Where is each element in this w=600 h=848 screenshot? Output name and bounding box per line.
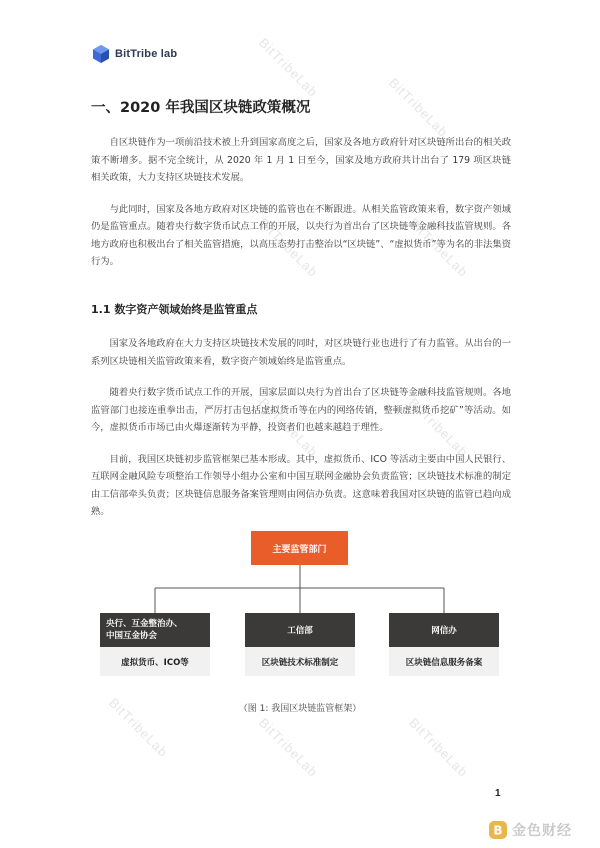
cube-logo-icon	[91, 44, 111, 64]
diagram-dept-node: 网信办	[389, 613, 499, 647]
paragraph: 目前，我国区块链初步监管框架已基本形成。其中，虚拟货币、ICO 等活动主要由中国人民银行、互联网金融风险专项整治工作领导小组办公室和中国互联网金融协会负责监管；区块链技术标准的制定由工信部牵头负责；区块链信息服务备案管理则由网信办负责。这意味着我国对区块链的监管已趋向成熟。	[91, 453, 511, 517]
section-title: 一、2020 年我国区块链政策概况	[91, 100, 311, 116]
watermark: BitTribeLab	[105, 694, 172, 761]
paragraph: 随着央行数字货币试点工作的开展，国家层面以央行为首出台了区块链等金融科技监管规则。各地监管部门也接连重拳出击，严厉打击包括虚拟货币等在内的网络传销，整顿虚拟货币挖矿”等活动。如今，虚拟货币市场已由火爆逐渐转为平静，投资者们也越来越趋于理性。	[91, 387, 511, 433]
watermark: BitTribeLab	[405, 214, 472, 281]
diagram-scope-node: 虚拟货币、ICO等	[100, 647, 210, 676]
diagram-root-node: 主要监管部门	[251, 531, 348, 565]
diagram-scope-node: 区块链技术标准制定	[245, 647, 355, 676]
footer-brand: 金色财经	[512, 823, 572, 839]
subsection-title: 1.1 数字资产领域始终是监管重点	[91, 303, 258, 316]
paragraph: 自区块链作为一项前沿技术被上升到国家高度之后，国家及各地方政府针对区块链所出台的相关政策不断增多。据不完全统计，从 2020 年 1 月 1 日至今，国家及地方政府共计出台了 179 项区块链相关政策，大力支持区块链技术发展。	[91, 137, 511, 183]
watermark: BitTribeLab	[255, 214, 322, 281]
page-number: 1	[495, 788, 501, 799]
subsection-body	[91, 335, 511, 521]
diagram-dept-node: 央行、互金整治办、 中国互金协会	[100, 613, 210, 647]
paragraph: 国家及各地政府在大力支持区块链技术发展的同时，对区块链行业也进行了有力监管。从出台的一系列区块链相关监管政策来看，数字资产领域始终是监管重点。	[91, 338, 511, 367]
watermark: BitTribeLab	[255, 714, 322, 781]
watermark: BitTribeLab	[385, 74, 452, 141]
watermark: BitTribeLab	[255, 34, 322, 101]
watermark: BitTribeLab	[255, 394, 322, 461]
brand-logo	[91, 44, 177, 64]
diagram-dept-node: 工信部	[245, 613, 355, 647]
coin-logo-icon	[488, 820, 508, 840]
footer-logo	[488, 820, 572, 840]
figure-caption: （图 1: 我国区块链监管框架）	[238, 704, 362, 714]
section-body	[91, 134, 511, 271]
watermark: BitTribeLab	[405, 394, 472, 461]
svg-text:B: B	[493, 823, 503, 838]
diagram-scope-node: 区块链信息服务备案	[389, 647, 499, 676]
watermark: BitTribeLab	[405, 714, 472, 781]
paragraph: 与此同时，国家及各地方政府对区块链的监管也在不断跟进。从相关监管政策来看，数字资产领域仍是监管重点。随着央行数字货币试点工作的开展，以央行为首出台了区块链等金融科技监管规则。各地方政府也积极出台了相关监管措施，以高压态势打击整治以“区块链”、“虚拟货币”等为名的非法集资行为。	[91, 203, 511, 267]
brand-name: BitTribe lab	[115, 48, 178, 60]
